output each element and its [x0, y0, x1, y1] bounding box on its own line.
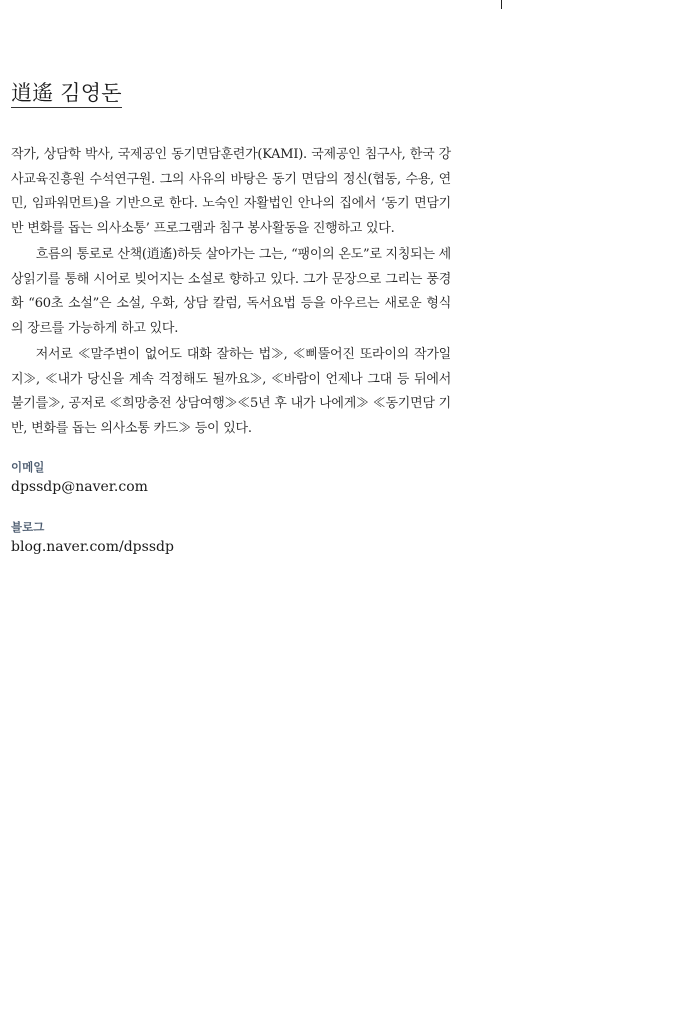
crop-mark — [501, 0, 502, 9]
bio-paragraph-books: 저서로 ≪말주변이 없어도 대화 잘하는 법≫, ≪삐뚤어진 또라이의 작가일지≫, ≪내가 당신을 계속 걱정해도 될까요≫, ≪바람이 언제나 그대 등 뒤에서 불기를≫, 공저로 ≪희망충전 상담여행≫≪5년 후 내가 나에게≫ ≪동기면담 기반, 변화를 돕는 의사소통 카드≫ 등이 있다. — [11, 347, 451, 436]
author-name: 逍遙 김영돈 — [11, 80, 122, 108]
email-address: dpssdp@naver.com — [11, 479, 148, 495]
author-profile — [11, 80, 451, 557]
blog-url: blog.naver.com/dpssdp — [11, 539, 174, 555]
email-label: 이메일 — [11, 460, 45, 474]
bio-paragraph-career: 작가, 상담학 박사, 국제공인 동기면담훈련가(KAMI). 국제공인 침구사, 한국 강사교육진흥원 수석연구원. 그의 사유의 바탕은 동기 면담의 정신(협동, 수용, 연민, 임파워먼트)을 기반으로 한다. 노숙인 자활법인 안나의 집에서 ‘동기 면담기반 변화를 돕는 의사소통’ 프로그램과 침구 봉사활동을 진행하고 있다. — [11, 147, 451, 236]
blog-group — [11, 519, 451, 557]
contact-info — [11, 459, 451, 557]
author-bio — [11, 143, 451, 441]
bio-paragraph-philosophy: 흐름의 통로로 산책(逍遙)하듯 살아가는 그는, “팽이의 온도”로 지칭되는 세상읽기를 통해 시어로 빚어지는 소설로 향하고 있다. 그가 문장으로 그리는 풍경화 “60초 소설”은 소설, 우화, 상담 칼럼, 독서요법 등을 아우르는 새로운 형식의 장르를 가능하게 하고 있다. — [11, 247, 451, 336]
blog-label: 블로그 — [11, 520, 45, 534]
email-group — [11, 459, 451, 497]
